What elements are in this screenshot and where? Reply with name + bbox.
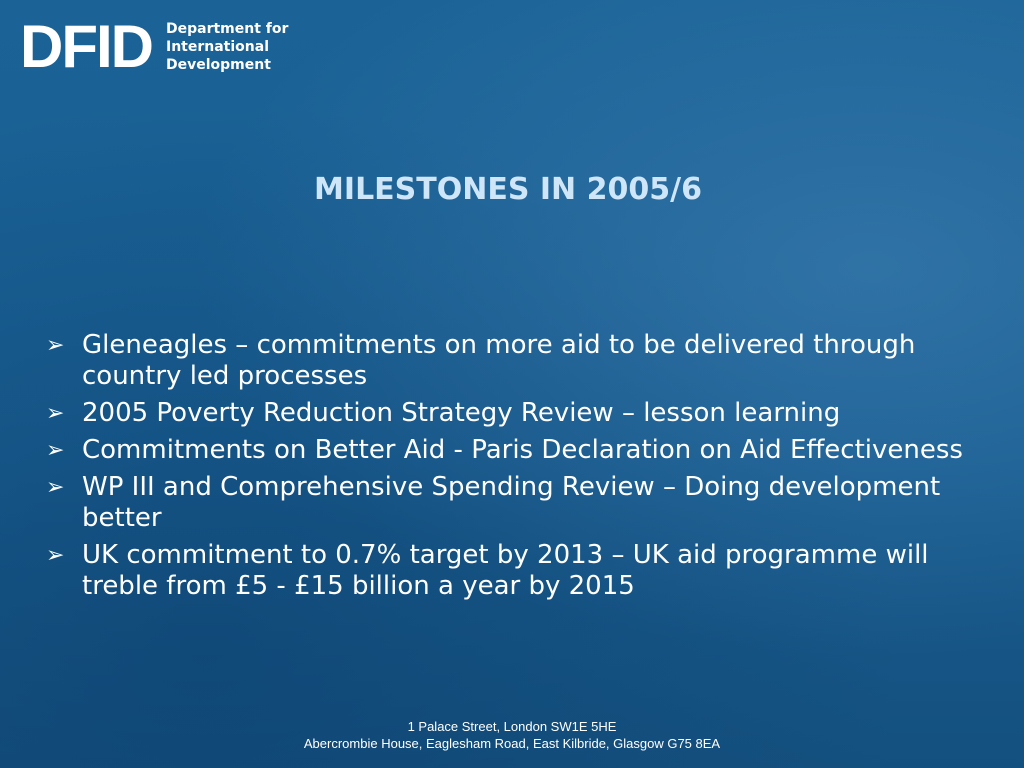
logo-mark: DFID [20, 13, 152, 80]
footer-line-1: 1 Palace Street, London SW1E 5HE [407, 719, 617, 734]
logo-line-3: Development [165, 57, 271, 73]
bullet-item [46, 435, 986, 466]
logo-line-1: Department for [165, 21, 289, 37]
bullet-item [46, 330, 986, 392]
bullet-list [46, 330, 986, 608]
bullet-text: UK commitment to 0.7% target by 2013 – UK aid programme will treble from £5 - £15 billion a year by 2015 [82, 540, 929, 601]
arrow-bullet-icon: ➢ [46, 333, 65, 358]
bullet-item [46, 472, 986, 534]
slide-title: MILESTONES IN 2005/6 [314, 172, 702, 207]
bullet-text: 2005 Poverty Reduction Strategy Review – lesson learning [82, 398, 841, 428]
arrow-bullet-icon: ➢ [46, 543, 65, 568]
arrow-bullet-icon: ➢ [46, 401, 65, 426]
arrow-bullet-icon: ➢ [46, 438, 65, 463]
bullet-text: Gleneagles – commitments on more aid to be delivered through country led processes [82, 330, 916, 391]
logo-text [166, 20, 288, 74]
bullet-item [46, 398, 986, 429]
arrow-bullet-icon: ➢ [46, 475, 65, 500]
bullet-text: WP III and Comprehensive Spending Review – Doing development better [82, 472, 941, 533]
logo-line-2: International [165, 39, 269, 55]
bullet-item [46, 540, 986, 602]
dfid-logo [20, 13, 310, 80]
footer-address [0, 718, 1024, 752]
footer-line-2: Abercrombie House, Eaglesham Road, East Kilbride, Glasgow G75 8EA [303, 736, 721, 751]
bullet-text: Commitments on Better Aid - Paris Declaration on Aid Effectiveness [82, 435, 963, 465]
